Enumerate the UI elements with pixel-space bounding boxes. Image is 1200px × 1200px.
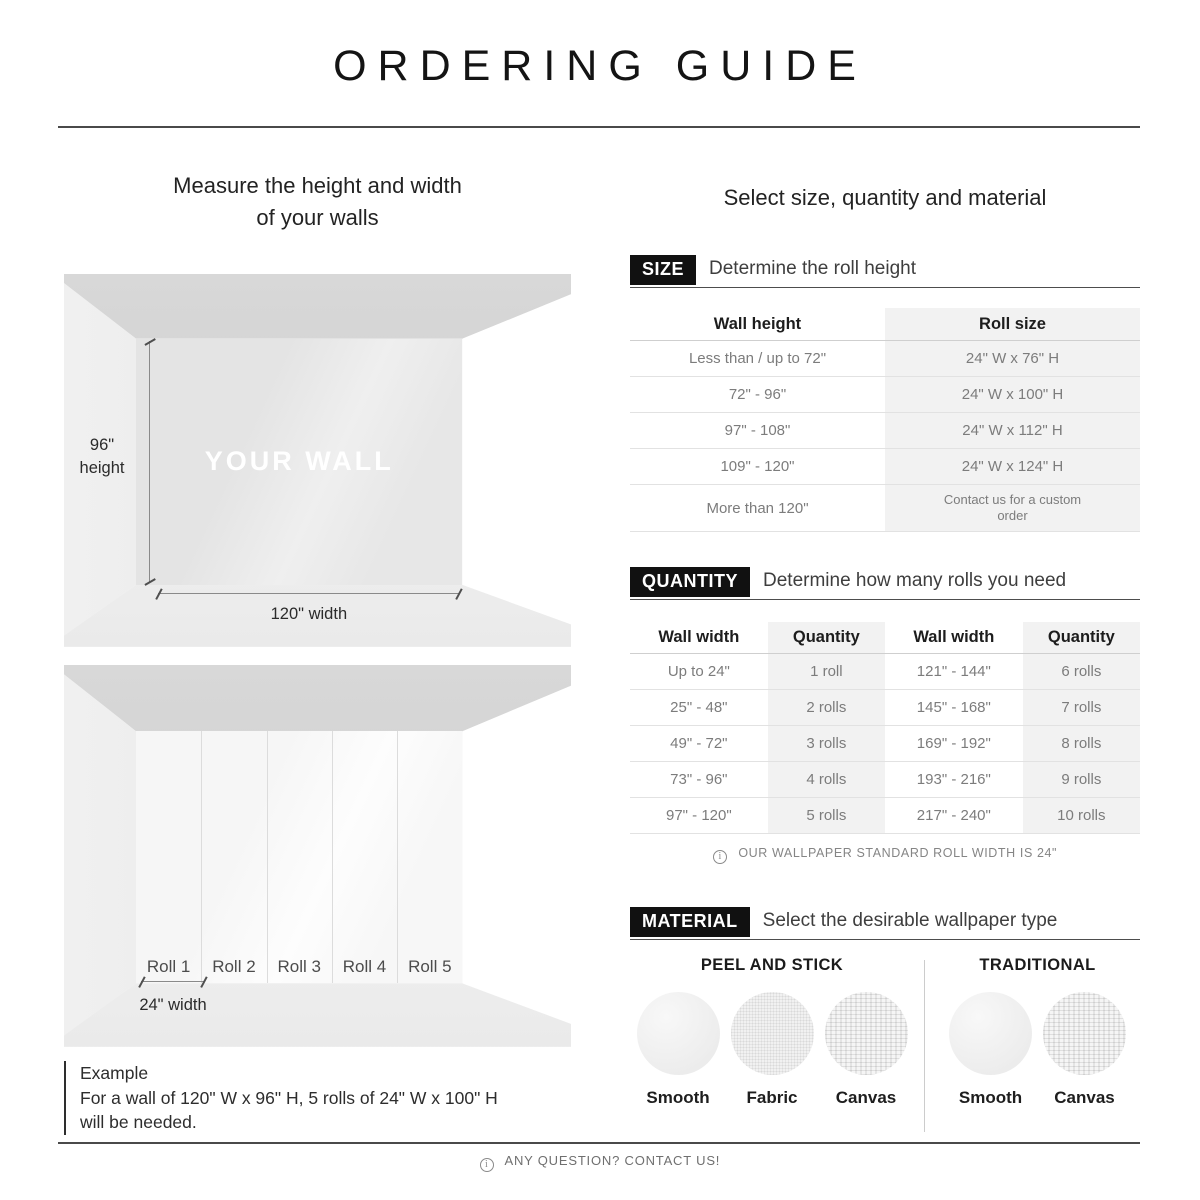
top-divider-line: [58, 126, 1140, 128]
measure-column: [64, 170, 571, 1135]
fabric-texture-icon: [731, 992, 814, 1075]
example-title: Example: [80, 1062, 149, 1083]
swatch-canvas: Canvas: [825, 992, 908, 1108]
material-group-traditional: TRADITIONAL Smooth Canvas: [935, 956, 1140, 1132]
smooth-texture-icon: [637, 992, 720, 1075]
room-back-wall: [136, 339, 463, 585]
size-table-row: 72" - 96" 24" W x 100" H: [630, 377, 1140, 413]
footer-contact: i ANY QUESTION? CONTACT US!: [0, 1153, 1200, 1172]
quantity-table-row: 25" - 48" 2 rolls 145" - 168" 7 rolls: [630, 690, 1140, 726]
roll-seam: [267, 731, 268, 983]
quantity-table-row: 97" - 120" 5 rolls 217" - 240" 10 rolls: [630, 798, 1140, 834]
height-measure-line: [149, 341, 150, 583]
swatch-smooth: Smooth: [949, 992, 1032, 1108]
info-icon: [713, 850, 727, 864]
roll-width-dimension-label: 24" width: [139, 996, 207, 1015]
roll-seam: [332, 731, 333, 983]
page-title: ORDERING GUIDE: [333, 42, 867, 90]
width-measure-line: [158, 593, 459, 594]
size-badge: SIZE: [630, 255, 696, 285]
material-badge: MATERIAL: [630, 907, 750, 937]
canvas-texture-icon: [825, 992, 908, 1075]
bottom-divider-line: [58, 1142, 1140, 1144]
size-table-header: Wall height Roll size: [630, 308, 1140, 341]
quantity-table: [630, 622, 1140, 834]
size-table-row: More than 120" Contact us for a custom order: [630, 485, 1140, 532]
roll-label: Roll 4: [342, 957, 387, 977]
quantity-badge: QUANTITY: [630, 567, 750, 597]
size-table-row: 109" - 120" 24" W x 124" H: [630, 449, 1140, 485]
roll-label: Roll 3: [277, 957, 321, 977]
material-group-peel-and-stick: PEEL AND STICK Smooth Fabric Canvas: [630, 956, 914, 1132]
size-table-row: 97" - 108" 24" W x 112" H: [630, 413, 1140, 449]
roll-label: Roll 5: [408, 957, 452, 977]
roll-width-note: i OUR WALLPAPER STANDARD ROLL WIDTH IS 24": [630, 844, 1140, 864]
canvas-texture-icon: [1043, 992, 1126, 1075]
roll-label: Roll 2: [212, 957, 256, 977]
smooth-texture-icon: [949, 992, 1032, 1075]
measure-heading: Measure the height and width of your walls: [173, 173, 462, 230]
roll-seam: [201, 731, 202, 983]
material-divider-line: [924, 960, 925, 1132]
swatch-canvas: Canvas: [1043, 992, 1126, 1108]
roll-seam: [397, 731, 398, 983]
quantity-table-row: 73" - 96" 4 rolls 193" - 216" 9 rolls: [630, 762, 1140, 798]
swatch-smooth: Smooth: [637, 992, 720, 1108]
height-dimension-label: 96" height: [79, 436, 125, 478]
quantity-section-header: [630, 570, 1140, 600]
room-back-wall-rolls: [136, 731, 463, 983]
roll-label: Roll 1: [146, 957, 191, 977]
width-dimension-label: 120" width: [270, 604, 348, 623]
material-section-header: [630, 910, 1140, 940]
roll-labels: [136, 957, 463, 977]
size-table: [630, 308, 1140, 532]
quantity-table-header: Wall width Quantity Wall width Quantity: [630, 622, 1140, 654]
room-illustration-your-wall: [64, 274, 571, 647]
quantity-table-row: Up to 24" 1 roll 121" - 144" 6 rolls: [630, 654, 1140, 690]
size-section-header: [630, 258, 1140, 288]
example-note: [64, 1061, 571, 1136]
swatch-fabric: Fabric: [731, 992, 814, 1108]
quantity-subtitle: Determine how many rolls you need: [763, 570, 1067, 591]
material-groups: [630, 956, 1140, 1132]
material-subtitle: Select the desirable wallpaper type: [762, 910, 1058, 931]
size-subtitle: Determine the roll height: [709, 258, 917, 279]
select-heading: Select size, quantity and material: [723, 185, 1047, 210]
roll-width-measure-line: [141, 981, 204, 982]
size-table-row: Less than / up to 72" 24" W x 76" H: [630, 341, 1140, 377]
room-illustration-rolls: [64, 665, 571, 1047]
your-wall-label: YOUR WALL: [204, 446, 394, 477]
info-icon: [480, 1158, 494, 1172]
example-line1: For a wall of 120" W x 96" H, 5 rolls of 24" W x 100" H: [80, 1087, 498, 1108]
example-line2: will be needed.: [80, 1112, 197, 1133]
quantity-table-row: 49" - 72" 3 rolls 169" - 192" 8 rolls: [630, 726, 1140, 762]
